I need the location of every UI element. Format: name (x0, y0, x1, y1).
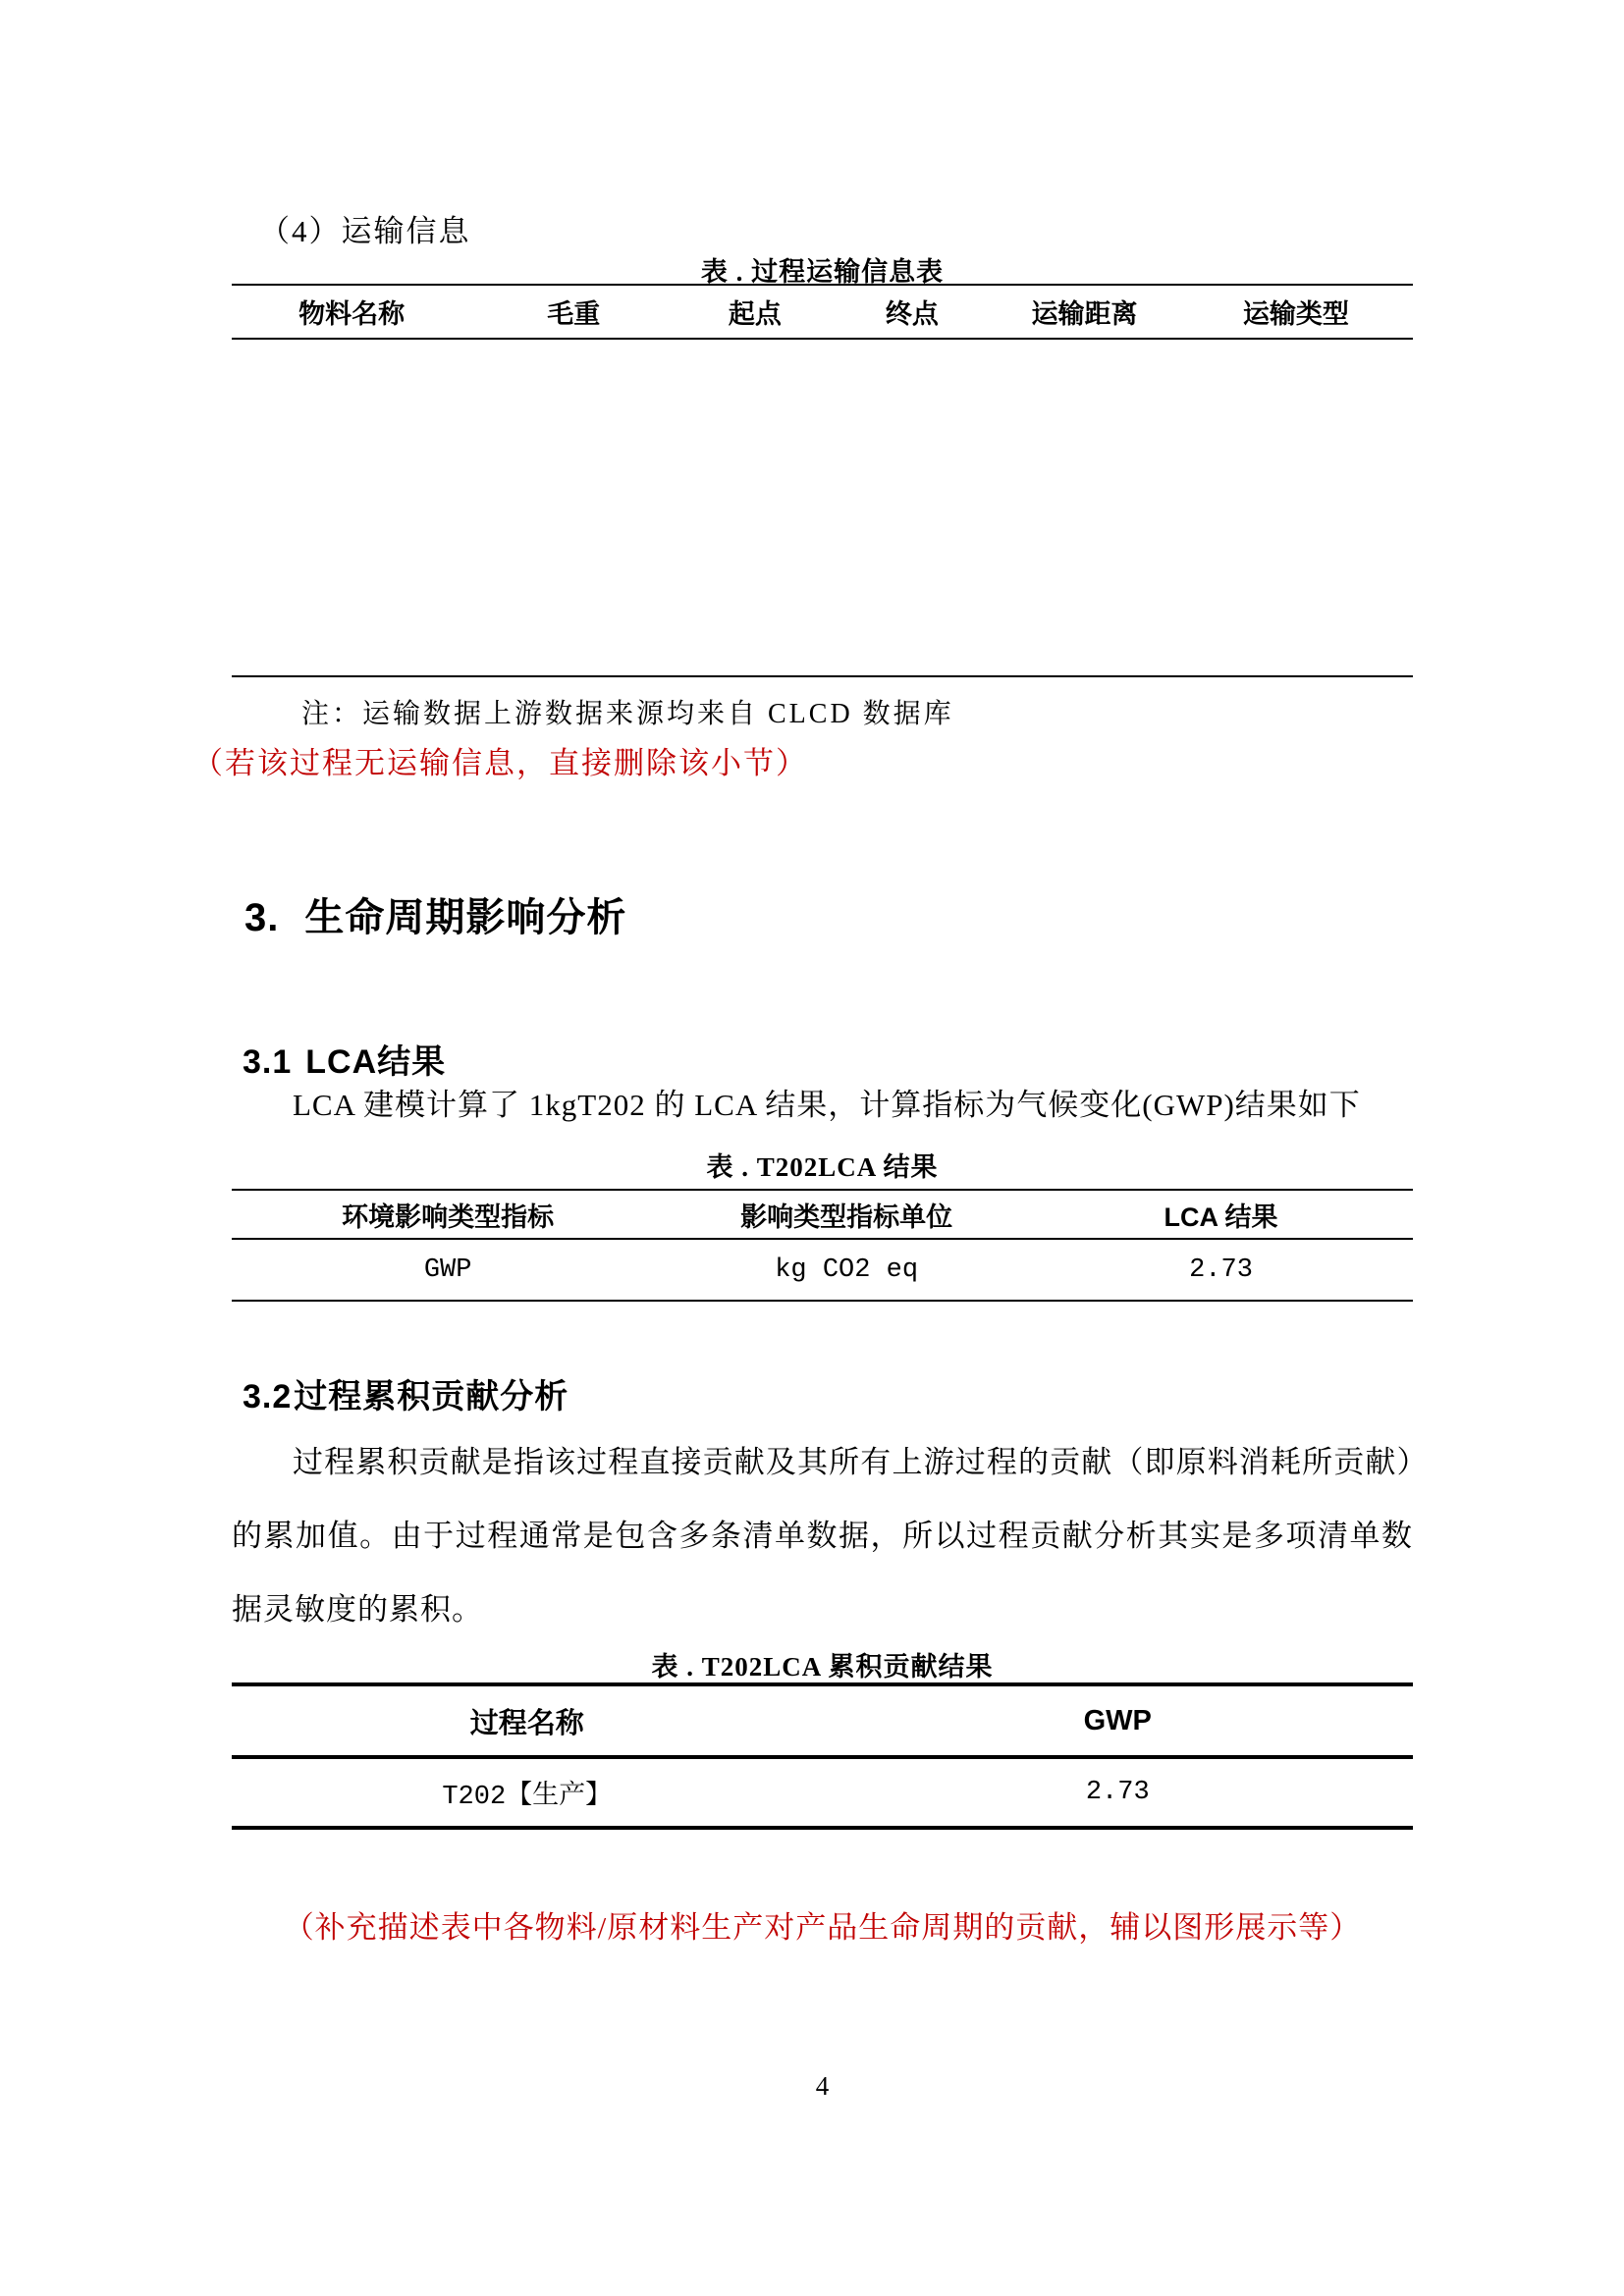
lca-result-table-caption: 表 . T202LCA 结果 (706, 1152, 939, 1182)
cumulative-table-header-row (232, 1684, 1413, 1757)
lca-table-header-row (232, 1190, 1413, 1239)
lca-result-paragraph: LCA 建模计算了 1kgT202 的 LCA 结果，计算指标为气候变化(GWP)结果如下 (293, 1088, 1361, 1122)
cumulative-col-process-name: 过程名称 (469, 1707, 584, 1739)
transport-delete-instruction: （若该过程无运输信息，直接删除该小节） (192, 746, 808, 780)
cumulative-process-name: T202【生产】 (442, 1783, 613, 1812)
section-3-heading (244, 886, 626, 942)
section-3-number: 3. (244, 896, 280, 939)
page-number: 4 (815, 2071, 830, 2101)
transport-table-empty-cell (232, 339, 1413, 676)
cumulative-table-caption: 表 . T202LCA 累积贡献结果 (651, 1652, 994, 1682)
transport-info-heading: （4）运输信息 (259, 214, 471, 248)
lca-gwp-unit: kg CO2 eq (775, 1255, 919, 1285)
lca-col-impact-indicator: 环境影响类型指标 (342, 1201, 555, 1232)
cumulative-gwp-value: 2.73 (1085, 1778, 1150, 1807)
lca-result-table (232, 1189, 1413, 1302)
section-3-2-heading (243, 1369, 568, 1417)
section-3-1-heading (243, 1035, 446, 1083)
transport-table-note: 注：运输数据上游数据来源均来自 CLCD 数据库 (301, 699, 954, 729)
transport-col-destination: 终点 (885, 299, 939, 329)
cumulative-col-gwp: GWP (1083, 1704, 1152, 1736)
transport-col-material-name: 物料名称 (298, 299, 406, 329)
transport-col-distance: 运输距离 (1031, 299, 1138, 329)
section-3-title: 生命周期影响分析 (304, 896, 627, 939)
cumulative-contribution-table (232, 1682, 1413, 1830)
lca-table-row-gwp (232, 1239, 1413, 1301)
transport-col-type: 运输类型 (1242, 299, 1349, 329)
lca-gwp-name: GWP (423, 1255, 472, 1285)
transport-table-caption: 表 . 过程运输信息表 (700, 257, 945, 287)
transport-col-gross-weight: 毛重 (547, 299, 601, 329)
section-3-1-title: LCA结果 (305, 1043, 447, 1081)
transport-info-table (232, 284, 1413, 677)
contribution-description-instruction: （补充描述表中各物料/原材料生产对产品生命周期的贡献，辅以图形展示等） (283, 1910, 1362, 1945)
transport-table-header-row (232, 285, 1413, 339)
cumulative-contribution-paragraph: 过程累积贡献是指该过程直接贡献及其所有上游过程的贡献（即原料消耗所贡献）的累加值。由于过程通常是包含多条清单数据，所以过程贡献分析其实是多项清单数据灵敏度的累积。 (232, 1445, 1413, 1627)
lca-col-indicator-unit: 影响类型指标单位 (740, 1201, 953, 1232)
lca-col-result: LCA 结果 (1164, 1201, 1278, 1232)
cumulative-table-row-t202 (232, 1757, 1413, 1828)
transport-table-empty-row (232, 339, 1413, 676)
section-3-2-number: 3.2 (243, 1378, 293, 1415)
section-3-1-number: 3.1 (243, 1043, 293, 1081)
transport-col-origin: 起点 (728, 299, 782, 329)
section-3-2-title: 过程累积贡献分析 (294, 1378, 569, 1415)
lca-gwp-value: 2.73 (1189, 1255, 1253, 1285)
